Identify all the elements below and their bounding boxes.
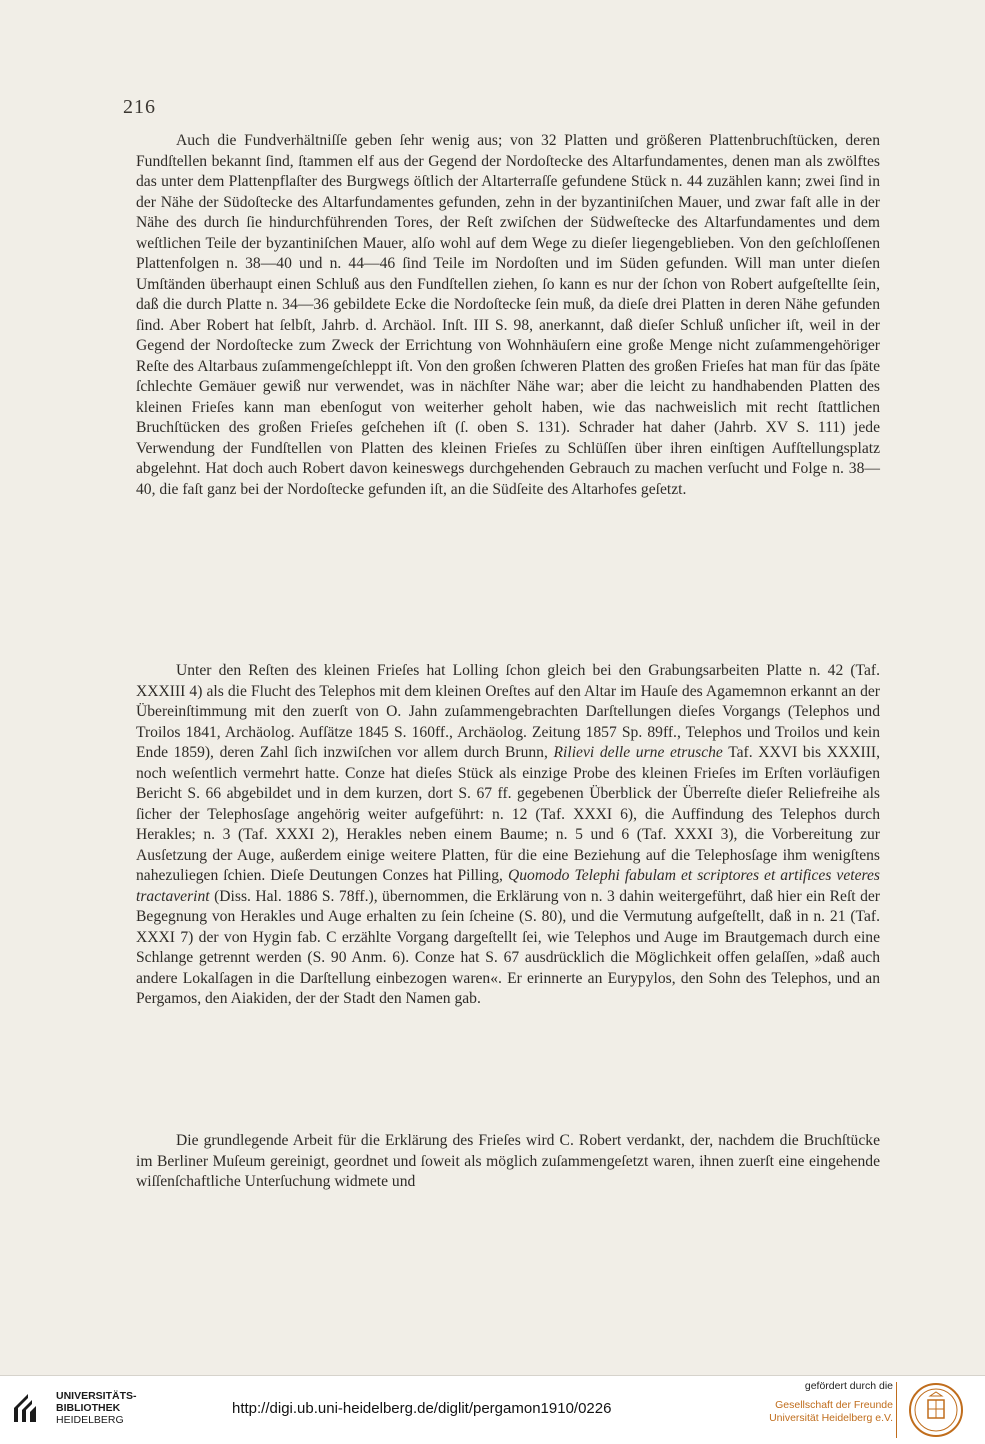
paragraph-2 xyxy=(136,661,880,1010)
footer-divider xyxy=(896,1382,897,1438)
italic-title: Rilievi delle urne etrusche xyxy=(553,744,723,761)
paragraph-text: Die grundlegende Arbeit für die Erklärung des Frieſes wird C. Robert verdankt, der, nachdem die Bruchſtücke im Berliner Muſeum gereinigt, geordnet und ſoweit als möglich zuſammengeſetzt waren, ihnen zuerſt eine eingehende wiſſenſchaftliche Unterſuchung widmete und xyxy=(136,1132,880,1190)
paragraph-text: Auch die Fundverhältniſſe geben ſehr wenig aus; von 32 Platten und größeren Plattenbruchſtücken, deren Fundſtellen bekannt ſind, ſtammen elf aus der Gegend der Nordoſtecke des Altarfundamentes, denen man als zwölftes das unter dem Plattenpflaſter des Burgwegs öſtlich der Altarterraſſe gefundene Stück n. 44 zuzählen kann; zwei ſind in der Nähe der Südoſtecke des Altarfundamentes gefunden, zehn in der byzantiniſchen Mauer, und zwar faſt alle in der Nähe des durch ſie hindurchführenden Tores, der Reſt zwiſchen der Südweſtecke des Altarfundamentes und dem weſtlichen Teile der byzantiniſchen Mauer, alſo wohl auf dem Wege zu dieſer liegengeblieben. Von den geſchloſſenen Plattenfolgen n. 38—40 und n. 44—46 ſind Teile im Nordoſten und im Süden gefunden. Will man unter dieſen Umſtänden überhaupt einen Schluß aus den Fundſtellen ziehen, ſo kann es nur der ſchon von Robert aufgeſtellte ſein, daß die durch Platte n. 34—36 gebildete Ecke die Nordoſtecke ſein muß, da dieſe drei Platten in deren Nähe gefunden ſind. Aber Robert hat ſelbſt, Jahrb. d. Archäol. Inſt. III S. 98, anerkannt, daß dieſer Schluß unſicher iſt, weil in der Gegend der Nordoſtecke zum Zweck der Errichtung von Wohnhäuſern eine große Menge nicht zuſammengehöriger Reſte des Altarbaus zuſammengeſchleppt iſt. Von den großen ſchweren Platten des großen Frieſes hat man für das ſpäte ſchlechte Gemäuer gewiß nur verwendet, was in nächſter Nähe war; aber die leicht zu handhabenden Platten des kleinen Frieſes kann man ebenſogut von weiterher geholt haben, wie das nachweislich mit recht ſtattlichen Bruchſtücken des großen Frieſes geſchehen iſt (ſ. oben S. 131). Schrader hat daher (Jahrb. XV S. 111) jede Verwendung der Fundſtellen von Platten des kleinen Frieſes zu Schlüſſen über ihren einſtigen Aufſtellungsplatz abgelehnt. Hat doch auch Robert davon keineswegs durchgehenden Gebrauch zu machen verſucht und Folge n. 38—40, die faſt ganz bei der Nordoſtecke gefunden iſt, an die Südſeite des Altarhofes geſetzt. xyxy=(136,132,880,498)
sponsor-by-label: gefördert durch die xyxy=(804,1380,893,1392)
university-seal-icon xyxy=(908,1382,964,1438)
page-number: 216 xyxy=(123,96,156,118)
sponsor-name-line-2: Universität Heidelberg e.V. xyxy=(769,1412,893,1424)
sponsor-name-line-1: Gesellschaft der Freunde xyxy=(775,1399,893,1411)
library-logo-icon xyxy=(10,1388,48,1426)
permalink-url[interactable]: http://digi.ub.uni-heidelberg.de/diglit/pergamon1910/0226 xyxy=(232,1400,612,1417)
italic-title: Quomodo Telephi xyxy=(507,867,620,884)
library-line-1: UNIVERSITÄTS- xyxy=(56,1390,137,1402)
sponsor-block xyxy=(769,1380,893,1425)
paragraph-text: Unter den Reſten des kleinen Frieſes hat Lolling ſchon gleich bei den Grabungsarbeiten Platte n. 42 (Taf. XXXIII 4) als die Flucht des Telephos mit dem kleinen Oreſtes auf den Altar im Hauſe des Agamemnon erkannt an der Übereinſtimmung mit den zuerſt von O. Jahn zuſammengebrachten Darſtellungen dieſes Vorgangs (Telephos und Troilos 1841, Archäolog. Aufſätze 1845 S. 160ff., Archäolog. Zeitung 1857 Sp. 89ff., Telephos und Troilos und kein Ende 1859), deren Zahl ſich inzwiſchen vor allem durch Brunn, Rilievi delle urne etrusche Taf. XXVI bis XXXIII, noch weſentlich vermehrt hatte. Conze hat dieſes Stück als einzige Probe des kleinen Frieſes im Erſten vorläufigen Bericht S. 66 abgebildet und in dem kurzen, dort S. 67 ff. gegebenen Überblick der Überreſte dieſer Reliefreihe als ſicher der Telephosſage angehörig weiter aufgeführt: n. 12 (Taf. XXXI 6), die Auffindung des Telephos durch Herakles; n. 3 (Taf. XXXI 2), Herakles neben einem Baume; n. 5 und 6 (Taf. XXXI 3), die Vorbereitung zur Ausſetzung der Auge, außerdem einige weitere Platten, für die eine Beziehung auf die Telephosſage ihm wenigſtens nahezuliegen ſchien. Dieſe Deutungen Conzes hat Pilling, Quomodo Telephi fabulam et scriptores et artifices veteres tractaverint (Diss. Hal. 1886 S. 78ff.), übernommen, die Erklärung von n. 3 dahin weitergeführt, daß hier ein Reſt der Begegnung von Herakles und Auge erhalten zu ſein ſcheine (S. 80), und die Vermutung aufgeſtellt, daß in n. 21 (Taf. XXXI 7) der von Hygin fab. C erzählte Vorgang dargeſtellt ſei, wie Telephos und Auge im Brautgemach durch eine Schlange getrennt werden (S. 90 Anm. 6). Conze hat S. 67 ausdrücklich die Möglichkeit offen gelaſſen, »daß auch andere Lokalſagen in die Darſtellung einbezogen waren«. Er erinnerte an Eurypylos, den Sohn des Telephos, und an Pergamos, den Aiakiden, der der Stadt den Namen gab. xyxy=(136,662,880,1007)
library-line-2: BIBLIOTHEK xyxy=(56,1402,121,1414)
paragraph-1 xyxy=(136,131,880,500)
library-line-3: HEIDELBERG xyxy=(56,1414,124,1426)
library-name xyxy=(56,1390,137,1426)
italic-title: fabulam et scriptores et artifices veteres tractaverint xyxy=(136,867,880,905)
footer-bar xyxy=(0,1375,985,1444)
paragraph-3 xyxy=(136,1131,880,1193)
